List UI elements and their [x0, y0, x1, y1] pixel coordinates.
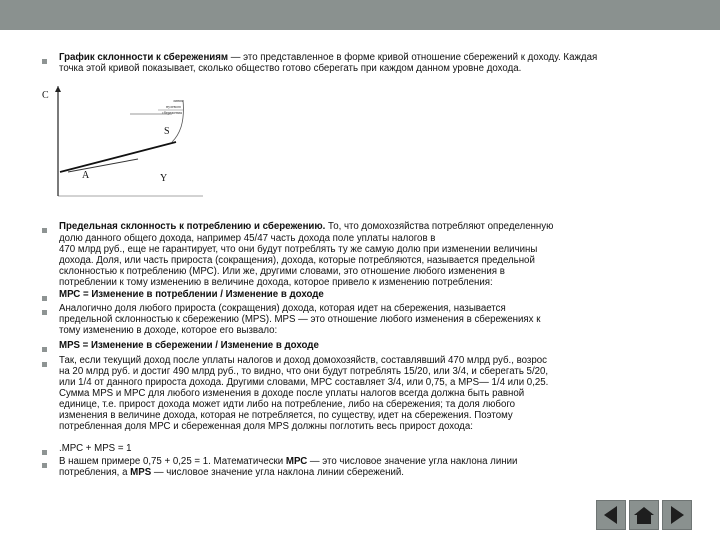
savings-propensity-graph	[38, 86, 208, 208]
triangle-right-icon	[663, 501, 691, 529]
bullet-3-line-1: Аналогично доля любого прироста (сокращения) дохода, которая идет на сбережения, называется	[59, 303, 506, 314]
bullet-1-lead: Предельная склонность к потреблению и сбережению.	[59, 221, 326, 232]
bullet-7-line-1-pre: В нашем примере 0,75 + 0,25 = 1. Математически	[59, 456, 286, 467]
home-icon	[630, 501, 658, 529]
bullet-1-line-4: дохода. Доля, или часть прироста (сокращения), дохода, которые потребляются, называется предельной	[59, 255, 535, 266]
triangle-left-icon	[597, 501, 625, 529]
savings-curve	[60, 142, 176, 172]
sum-formula: .МРС + MPS = 1	[59, 443, 132, 454]
prev-slide-button[interactable]	[596, 500, 626, 530]
bullet-1-rest: То, что домохозяйства потребляют определенную	[325, 221, 554, 232]
bullet-5-line-5: единице, т.е. прирост дохода может идти либо на потребление, либо на сбережения; та доля любого	[59, 399, 516, 410]
y-axis-arrowhead	[55, 86, 61, 92]
y-axis-label: C	[42, 90, 49, 101]
bullet-7-line-1	[59, 457, 659, 468]
bullet-1-line-6: потреблении к тому изменению в величине дохода, которое привело к изменению потребления:	[59, 277, 493, 288]
home-button[interactable]	[629, 500, 659, 530]
bullet-5-line-2: на 20 млрд руб. и достиг 490 млрд руб., то видно, что они будут потреблять 15/20, или 3/4, и сберегать 5/20,	[59, 366, 549, 377]
bullet-1-line-1	[59, 222, 659, 233]
bullet-7-mpc-term: МРС	[285, 456, 308, 467]
mpc-formula-text: МРС = Изменение в потреблении / Изменение в доходе	[59, 289, 324, 300]
bullet-marker	[42, 296, 47, 301]
mps-formula-text: MPS = Изменение в сбережении / Изменение в доходе	[59, 340, 319, 351]
bullet-1-line-2: долю данного общего дохода, например 45/47 часть дохода поле уплаты налогов в	[59, 233, 436, 244]
intro-line-1-rest: — это представленное в форме кривой отношение сбережений к доходу. Каждая	[228, 52, 598, 63]
bullet-7-line-2-pre: потребления, а	[59, 467, 131, 478]
intersection-label-a: A	[82, 170, 90, 181]
slide-navigation	[596, 500, 692, 530]
bullet-marker	[42, 310, 47, 315]
bullet-1-line-3: 470 млрд руб., еще не гарантирует, что они будут потреблять ту же самую долю при изменении величины	[59, 244, 538, 255]
annotation-line-3: сбережения	[162, 110, 182, 115]
bullet-5-line-4: Сумма MPS и МРС для любого изменения в доходе после уплаты налогов всегда должна быть равной	[59, 388, 525, 399]
x-axis-label: Y	[160, 173, 168, 184]
bullet-marker	[42, 463, 47, 468]
bullet-7-line-1-post: — это числовое значение угла наклона линии	[307, 456, 518, 467]
bullet-7-line-2	[59, 468, 659, 479]
bullet-marker	[42, 362, 47, 367]
bullet-3-line-2: предельной склонностью к сбережению (MPS). MPS — это отношение любого изменения в сбережениях к	[59, 314, 541, 325]
mpc-formula	[59, 290, 659, 301]
bullet-1-line-5: склонностью к потреблению (МРС). Или же, другими словами, это отношение любого изменения в	[59, 266, 505, 277]
annotation-line-1: линия	[173, 98, 184, 103]
intro-term: График склонности к сбережениям	[59, 52, 229, 63]
bullet-5-line-1: Так, если текущий доход после уплаты налогов и доход домохозяйств, составлявший 470 млрд руб., возрос	[59, 355, 547, 366]
bullet-marker	[42, 347, 47, 352]
title-bar	[0, 0, 720, 30]
bullet-marker	[42, 450, 47, 455]
bullet-3-line-3: тому изменению в доходе, которое его вызвало:	[59, 325, 278, 336]
annotation-line-2: нулевого	[166, 104, 182, 109]
mps-formula	[59, 341, 659, 352]
bullet-5-line-6: изменения в величине дохода, которая не потребляется, по существу, идет на сбережения. Поэтому	[59, 410, 513, 421]
curve-label-s: S	[164, 126, 170, 137]
bullet-7-line-2-post: — числовое значение угла наклона линии сбережений.	[151, 467, 404, 478]
next-slide-button[interactable]	[662, 500, 692, 530]
bullet-5-line-7: потребленная доля МРС и сбереженная доля MPS должны поглотить весь прирост дохода:	[59, 421, 473, 432]
intro-line-2: точка этой кривой показывает, сколько общество готово сберегать при каждом данном уровне дохода.	[59, 63, 522, 74]
bullet-7-mps-term: MPS	[130, 467, 152, 478]
intro-line-1	[59, 53, 659, 64]
bullet-5-line-3: или 1/4 от данного прироста дохода. Другими словами, МРС составляет 3/4, или 0,75, а MPS— 1/4 или 0,25.	[59, 377, 549, 388]
bullet-marker	[42, 228, 47, 233]
bullet-marker	[42, 59, 47, 64]
